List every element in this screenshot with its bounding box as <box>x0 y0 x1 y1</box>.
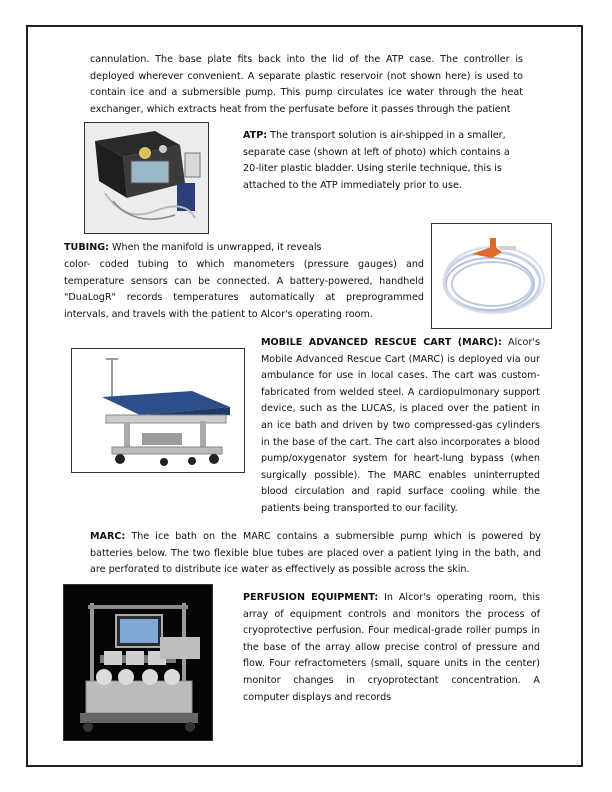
marc-paragraph <box>90 529 541 579</box>
tubing-text-rest: color- coded tubing to which manometers (pressure gauges) and temperature sensors can be connected. A battery-powered, handheld "DuaLogR" records temperatures automatically at preprogrammed intervals, and travels with the patient to Alcor's operating room. <box>64 259 424 320</box>
perfusion-heading: PERFUSION EQUIPMENT: <box>243 592 379 603</box>
tubing-text-first: When the manifold is unwrapped, it reveals <box>112 242 322 253</box>
marc-cart-text: Alcor's Mobile Advanced Rescue Cart (MARC) is deployed via our ambulance for use in local cases. The cart was custom-fabricated from welded steel. A cardiopulmonary support device, such as the LUCAS, is placed over the patient in an ice bath and driven by two compressed-gas cylinders in the base of the cart. The cart also incorporates a blood pump/oxygenator system for heart-lung bypass (when surgically possible). The MARC enables uninterrupted blood circulation and rapid surface cooling while the patients being transported to our facility. <box>261 337 540 514</box>
marc-cart-photo <box>71 348 245 473</box>
tubing-illustration <box>432 224 551 328</box>
intro-text: cannulation. The base plate fits back into the lid of the ATP case. The controller is deployed wherever convenient. A separate plastic reservoir (not shown here) is used to contain ice and a submersible pump. This pump circulates ice water through the heat exchanger, which extracts heat from the perfusate before it passes through the patient <box>90 54 523 115</box>
perfusion-text: In Alcor's operating room, this array of equipment controls and monitors the process of cryoprotective perfusion. Four medical-grade roller pumps in the base of the array allow precise control of pressure and flow. Four refractometers (small, square units in the center) monitor changes in cryoprotectant concentration. A computer displays and records <box>243 592 541 703</box>
marc-cart-paragraph <box>261 335 540 518</box>
perfusion-equipment-photo <box>63 584 213 741</box>
atp-paragraph <box>243 128 527 194</box>
tubing-paragraph-first-line <box>64 240 424 257</box>
atp-heading: ATP: <box>243 130 268 141</box>
atp-case-illustration <box>85 123 208 233</box>
perfusion-paragraph <box>243 590 540 706</box>
tubing-photo <box>431 223 552 329</box>
tubing-heading: TUBING: <box>64 242 109 253</box>
atp-text: The transport solution is air-shipped in a smaller, separate case (shown at left of photo) which contains a 20-liter plastic bladder. Using sterile technique, this is attached to the ATP immediately prior to use. <box>243 130 510 191</box>
marc-cart-illustration <box>72 349 244 472</box>
marc-text: The ice bath on the MARC contains a submersible pump which is powered by batteries below. The two flexible blue tubes are placed over a patient lying in the bath, and are perforated to distribute ice water as effectively as possible across the skin. <box>90 531 541 576</box>
atp-case-photo <box>84 122 209 234</box>
marc-cart-heading: MOBILE ADVANCED RESCUE CART (MARC): <box>261 337 502 348</box>
marc-heading: MARC: <box>90 531 126 542</box>
perfusion-equipment-illustration <box>64 585 212 740</box>
tubing-paragraph-rest <box>64 257 424 323</box>
intro-paragraph <box>90 52 523 118</box>
